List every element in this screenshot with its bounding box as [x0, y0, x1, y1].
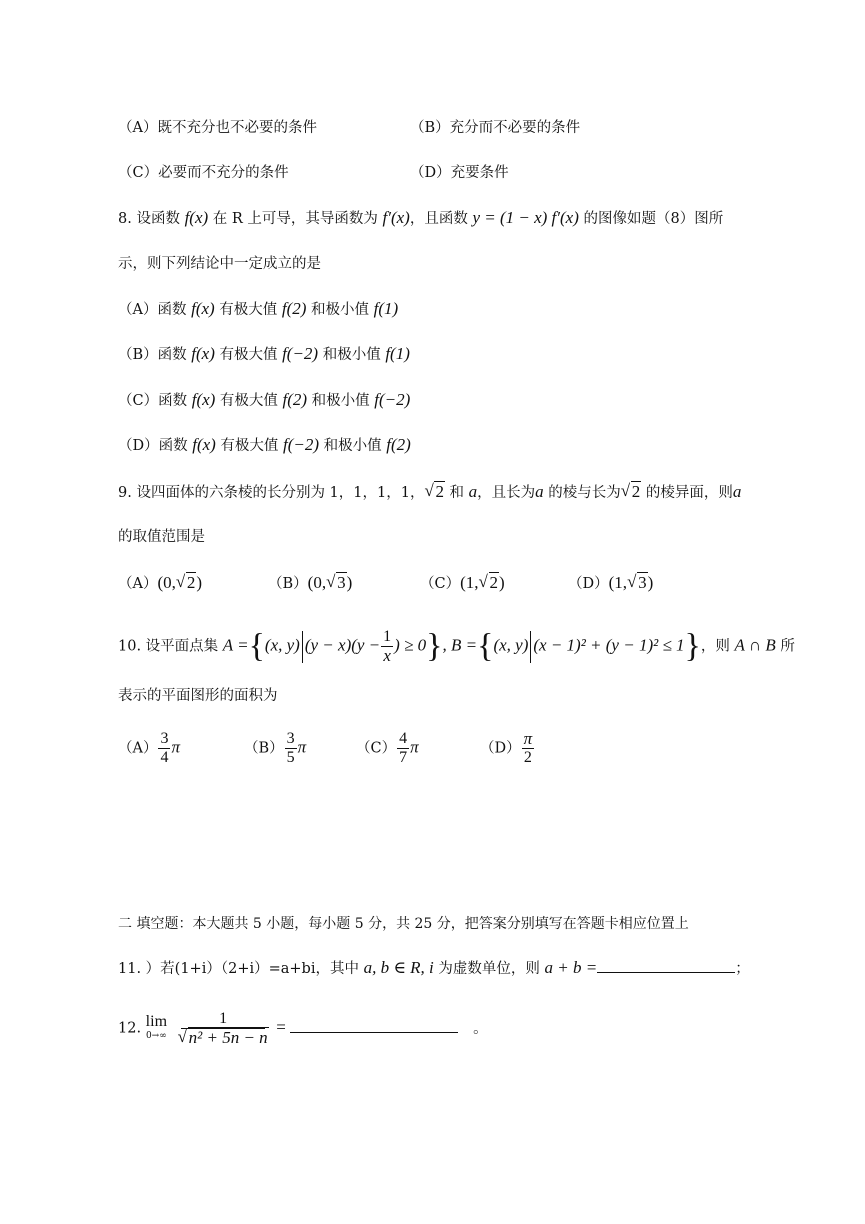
- q10-stem-line2: 表示的平面图形的面积为: [118, 688, 278, 704]
- q8-stem: 8. 设函数 f(x) 在 R 上可导，其导函数为 f′(x)，且函数 y = (1 − x) f′(x) 的图像如题（8）图所: [118, 208, 724, 227]
- q8-option-c: （C）函数 f(x) 有极大值 f(2) 和极小值 f(−2): [118, 390, 411, 409]
- answer-blank-12[interactable]: [290, 1031, 458, 1033]
- q9-option-d: （D）(1,√ 3): [568, 573, 653, 594]
- q9-option-c: （C）(1,√ 2): [420, 573, 505, 594]
- q7-option-b: （B）充分而不必要的条件: [410, 120, 581, 136]
- q7-option-a: （A）既不充分也不必要的条件: [118, 120, 317, 136]
- sqrt2: √ 2: [621, 482, 642, 502]
- answer-blank-11[interactable]: [597, 971, 735, 973]
- q8-option-d: （D）函数 f(x) 有极大值 f(−2) 和极小值 f(2): [118, 435, 411, 454]
- q9-stem: 9. 设四面体的六条棱的长分别为 1，1，1，1，√ 2 和 a，且长为a 的棱与长为√ 2 的棱异面，则a: [118, 482, 741, 503]
- q10-option-a: （A） $\frac{3}{4}$ π: [118, 730, 181, 766]
- q8-stem-line2: 示，则下列结论中一定成立的是: [118, 256, 321, 272]
- q7-option-c: （C）必要而不充分的条件: [118, 165, 289, 181]
- q10-stem: 10. 设平面点集 A ={(x, y) (y − x)(y − $\frac{1}{x}$ ) ≥ 0}, B ={(x, y) (x − 1)² + (y − 1)² ≤ 1}，则 A ∩ B 所: [118, 627, 795, 665]
- q12-stem: 12. lim 0→∞ 1 √ n² + 5n − n = 。: [118, 1010, 488, 1047]
- q10-option-b: （B） $\frac{3}{5}$ π: [244, 730, 307, 766]
- q8-option-b: （B）函数 f(x) 有极大值 f(−2) 和极小值 f(1): [118, 344, 410, 363]
- q11-stem: 11. ）若(1+i）（2+i）=a+bi，其中 a, b ∈ R, i 为虚数单位，则 a + b = ；: [118, 958, 750, 977]
- q9-option-a: （A）(0,√ 2): [118, 573, 202, 594]
- q9-stem-line2: 的取值范围是: [118, 529, 205, 545]
- q10-option-d: （D） $\frac{\pi}{2}$: [480, 729, 533, 766]
- q7-option-d: （D）充要条件: [410, 165, 509, 181]
- q10-option-c: （C） $\frac{4}{7}$ π: [356, 730, 419, 766]
- q8-option-a: （A）函数 f(x) 有极大值 f(2) 和极小值 f(1): [118, 299, 399, 318]
- q9-option-b: （B）(0,√ 3): [268, 573, 352, 594]
- sqrt2: √ 2: [424, 482, 445, 502]
- section2-heading: 二 填空题：本大题共 5 小题，每小题 5 分，共 25 分，把答案分别填写在答题卡相应位置上: [118, 916, 689, 932]
